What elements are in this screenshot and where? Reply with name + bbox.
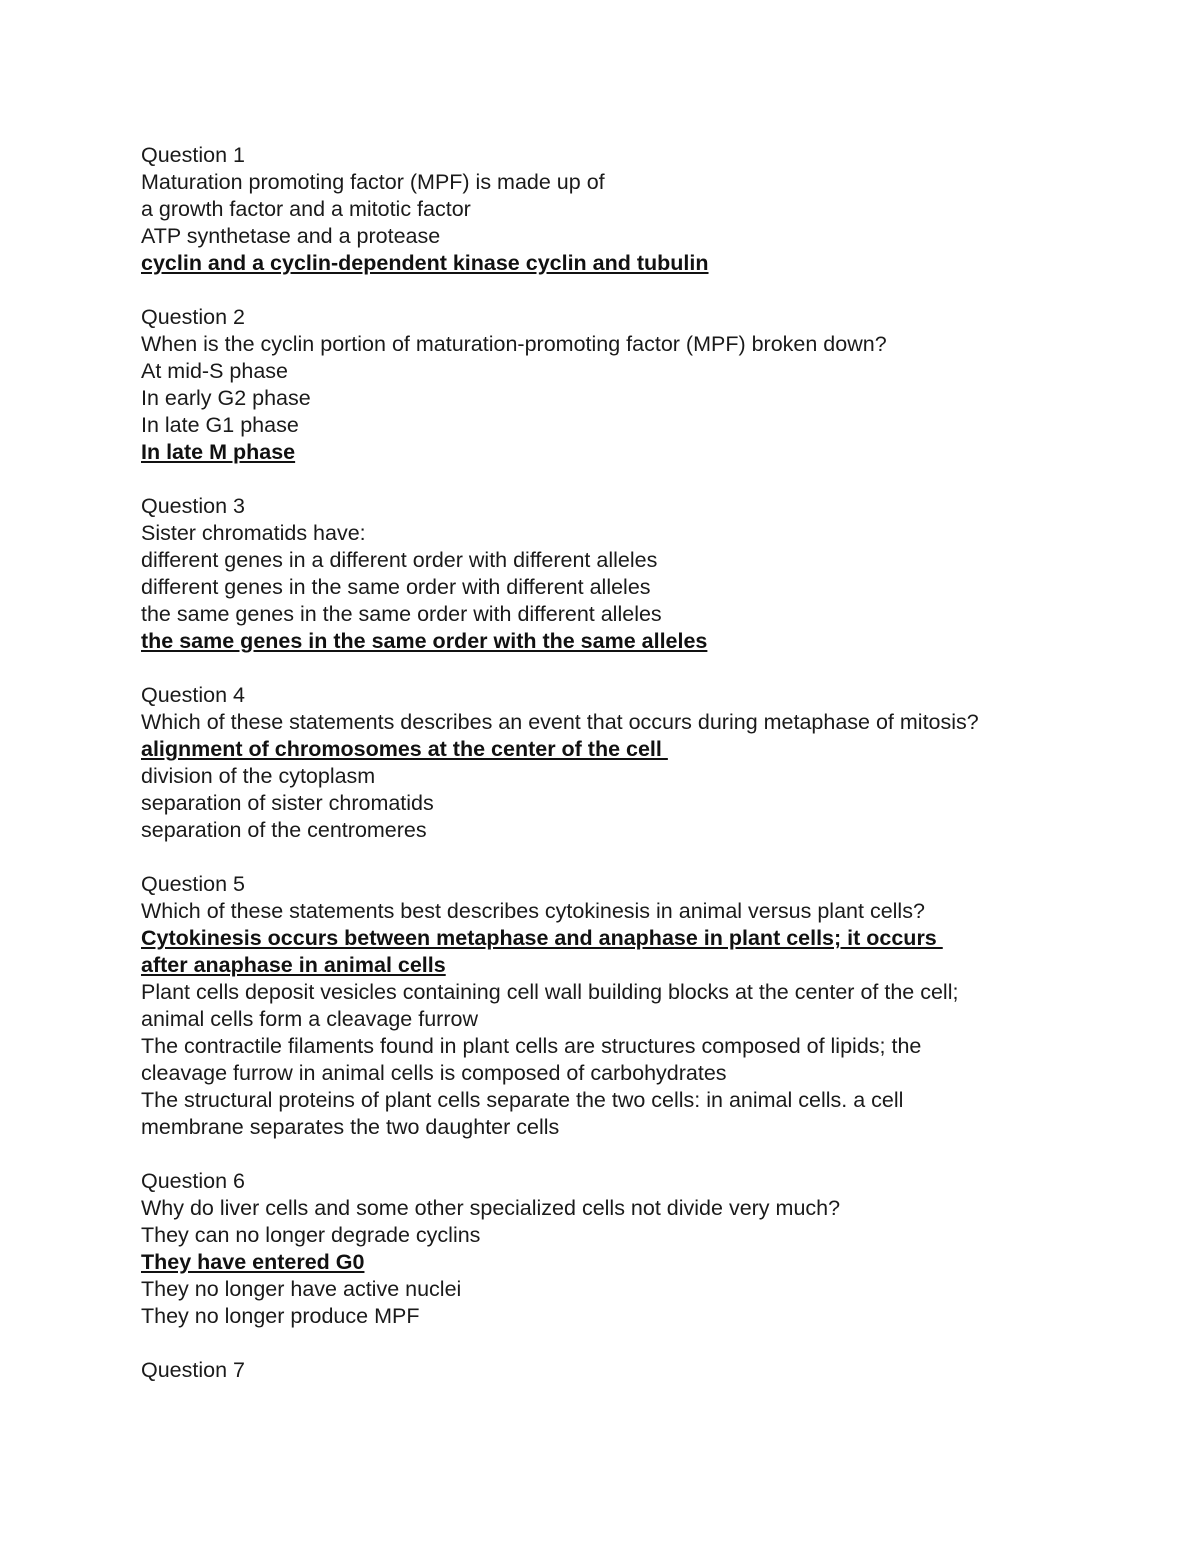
answer-option: [141, 358, 1081, 385]
line-text: separation of the centromeres: [141, 818, 427, 842]
question-label: Question 3: [141, 494, 245, 518]
answer-option: [141, 601, 1081, 628]
answer-option: [141, 1222, 1081, 1249]
answer-line-correct: [141, 736, 1081, 763]
answer-option: [141, 817, 1081, 844]
answer-option: [141, 1006, 1081, 1033]
answer-option: [141, 1060, 1081, 1087]
answer-option: [141, 1087, 1081, 1114]
line-text: Which of these statements describes an event that occurs during metaphase of mitosis?: [141, 710, 979, 734]
line-text: division of the cytoplasm: [141, 764, 376, 788]
answer-option: [141, 223, 1081, 250]
answer-option: [141, 547, 1081, 574]
answer-option: [141, 574, 1081, 601]
answer-line-correct: [141, 1249, 1081, 1276]
line-text: They no longer produce MPF: [141, 1304, 420, 1328]
line-text: Plant cells deposit vesicles containing cell wall building blocks at the center of the cell;: [141, 980, 959, 1004]
question-label: Question 4: [141, 683, 245, 707]
answer-option: [141, 979, 1081, 1006]
answer-option: [141, 385, 1081, 412]
line-text: In late G1 phase: [141, 413, 299, 437]
answer-line-correct: [141, 250, 1081, 277]
line-text: Cytokinesis occurs between metaphase and anaphase in plant cells; it occurs: [141, 926, 943, 950]
line-text: the same genes in the same order with different alleles: [141, 602, 662, 626]
answer-option: [141, 763, 1081, 790]
question-block: [141, 871, 1081, 1141]
line-text: When is the cyclin portion of maturation-promoting factor (MPF) broken down?: [141, 332, 887, 356]
line-text: animal cells form a cleavage furrow: [141, 1007, 478, 1031]
question-block: [141, 1357, 1081, 1384]
line-text: the same genes in the same order with the same alleles: [141, 629, 708, 653]
question-block: [141, 1168, 1081, 1330]
line-text: separation of sister chromatids: [141, 791, 434, 815]
line-text: In late M phase: [141, 440, 296, 464]
line-text: At mid-S phase: [141, 359, 288, 383]
question-text: [141, 1195, 1081, 1222]
line-text: after anaphase in animal cells: [141, 953, 446, 977]
line-text: Which of these statements best describes cytokinesis in animal versus plant cells?: [141, 899, 925, 923]
question-list: [141, 142, 1081, 1411]
answer-line-correct: [141, 952, 1081, 979]
line-text: membrane separates the two daughter cells: [141, 1115, 560, 1139]
question-label: Question 5: [141, 872, 245, 896]
question-block: [141, 682, 1081, 844]
line-text: Maturation promoting factor (MPF) is made up of: [141, 170, 605, 194]
line-text: The structural proteins of plant cells separate the two cells: in animal cells. a cell: [141, 1088, 904, 1112]
answer-option: [141, 1114, 1081, 1141]
question-text: [141, 331, 1081, 358]
line-text: They no longer have active nuclei: [141, 1277, 462, 1301]
line-text: They can no longer degrade cyclins: [141, 1223, 481, 1247]
answer-line-correct: [141, 439, 1081, 466]
question-text: [141, 520, 1081, 547]
answer-option: [141, 412, 1081, 439]
answer-option: [141, 790, 1081, 817]
answer-line-correct: [141, 628, 1081, 655]
line-text: alignment of chromosomes at the center of the cell: [141, 737, 668, 761]
line-text: Why do liver cells and some other specialized cells not divide very much?: [141, 1196, 841, 1220]
question-label: Question 6: [141, 1169, 245, 1193]
line-text: In early G2 phase: [141, 386, 311, 410]
question-text: [141, 709, 1081, 736]
answer-line-correct: [141, 925, 1081, 952]
question-label: Question 2: [141, 305, 245, 329]
line-text: The contractile filaments found in plant cells are structures composed of lipids; the: [141, 1034, 922, 1058]
question-text: [141, 169, 1081, 196]
line-text: different genes in a different order with different alleles: [141, 548, 658, 572]
line-text: a growth factor and a mitotic factor: [141, 197, 471, 221]
line-text: cyclin and a cyclin-dependent kinase cyclin and tubulin: [141, 251, 709, 275]
question-text: [141, 898, 1081, 925]
line-text: They have entered G0: [141, 1250, 365, 1274]
answer-option: [141, 1276, 1081, 1303]
answer-option: [141, 196, 1081, 223]
question-block: [141, 142, 1081, 277]
question-block: [141, 304, 1081, 466]
question-label: Question 7: [141, 1358, 245, 1382]
line-text: different genes in the same order with different alleles: [141, 575, 651, 599]
question-block: [141, 493, 1081, 655]
answer-option: [141, 1303, 1081, 1330]
question-label: Question 1: [141, 143, 245, 167]
line-text: ATP synthetase and a protease: [141, 224, 441, 248]
answer-option: [141, 1033, 1081, 1060]
line-text: Sister chromatids have:: [141, 521, 366, 545]
line-text: cleavage furrow in animal cells is composed of carbohydrates: [141, 1061, 727, 1085]
